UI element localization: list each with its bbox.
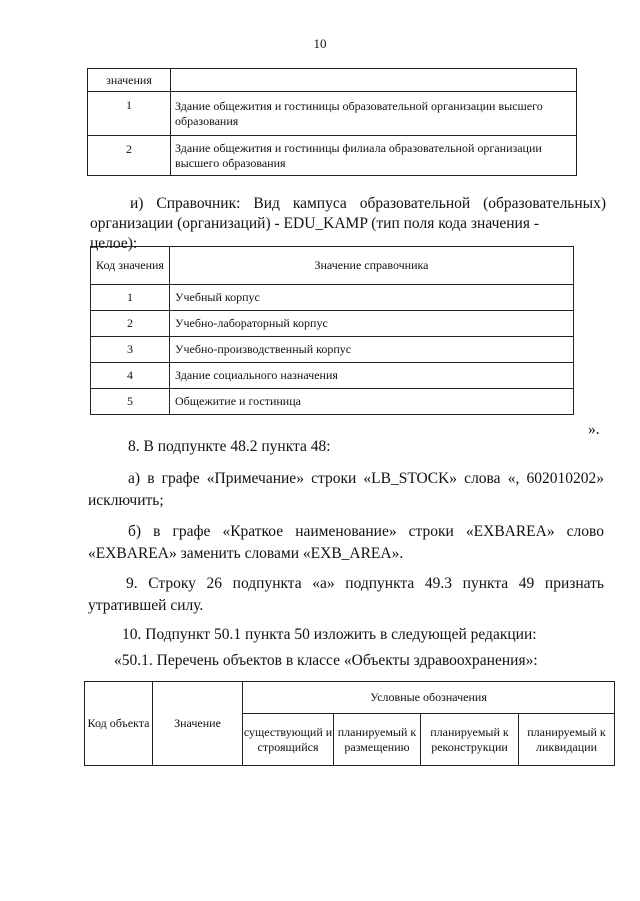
campus-type-table	[90, 246, 574, 415]
code-column-header: значения	[88, 69, 171, 92]
row-value: Общежитие и гостиница	[170, 389, 574, 415]
paragraph-i-line2: организации (организаций) - EDU_KAMP (тип поля кода значения - целое):	[90, 215, 540, 252]
legend-group-header: Условные обозначения	[243, 682, 615, 714]
table-header-row	[85, 682, 615, 714]
row-code: 2	[88, 136, 171, 176]
item-8b-line2: «EXBAREA» заменить словами «EXB_AREA».	[88, 545, 404, 562]
table-row	[88, 136, 577, 176]
page-number: 10	[313, 36, 327, 51]
row-code: 1	[88, 92, 171, 136]
table-row	[88, 69, 577, 92]
table-row	[91, 311, 574, 337]
item-10: 10. Подпункт 50.1 пункта 50 изложить в следующей редакции:	[122, 626, 537, 643]
table-header-row	[91, 247, 574, 285]
campus-building-table-continued	[87, 68, 577, 176]
row-value: Учебно-лабораторный корпус	[170, 311, 574, 337]
item-8: 8. В подпункте 48.2 пункта 48:	[128, 438, 331, 455]
paragraph-i-line1: и) Справочник: Вид кампуса образовательной (образовательных)	[130, 195, 606, 212]
planned-liquidation-column-header: планируемый к ликвидации	[519, 714, 615, 766]
item-8b-line1: б) в графе «Краткое наименование» строки «EXBAREA» слово	[128, 523, 604, 540]
table-row	[91, 337, 574, 363]
planned-reconstruction-column-header: планируемый к реконструкции	[421, 714, 519, 766]
row-code: 5	[91, 389, 170, 415]
row-value: Здание общежития и гостиницы филиала образовательной организации высшего образования	[171, 136, 577, 176]
item-9-line2: утратившей силу.	[88, 597, 204, 614]
row-value: Учебный корпус	[170, 285, 574, 311]
value-column-header: Значение справочника	[170, 247, 574, 285]
row-code: 2	[91, 311, 170, 337]
planned-placement-column-header: планируемый к размещению	[334, 714, 421, 766]
object-code-column-header: Код объекта	[85, 682, 153, 766]
item-8a-line1: а) в графе «Примечание» строки «LB_STOCK» слова «, 602010202»	[128, 470, 604, 487]
item-10-quote: «50.1. Перечень объектов в классе «Объекты здравоохранения»:	[114, 652, 538, 669]
row-value: Здание общежития и гостиницы образовательной организации высшего образования	[171, 92, 577, 136]
value-column-header	[171, 69, 577, 92]
code-column-header: Код значения	[91, 247, 170, 285]
table-row	[91, 285, 574, 311]
value-column-header: Значение	[153, 682, 243, 766]
item-8a-line2: исключить;	[88, 492, 164, 509]
row-code: 3	[91, 337, 170, 363]
health-objects-table	[84, 681, 615, 766]
existing-column-header: существующий и строящийся	[243, 714, 334, 766]
item-9-line1: 9. Строку 26 подпункта «а» подпункта 49.3 пункта 49 признать	[126, 575, 604, 592]
table-row	[91, 389, 574, 415]
row-code: 1	[91, 285, 170, 311]
closing-quote: ».	[588, 421, 600, 438]
row-code: 4	[91, 363, 170, 389]
row-value: Учебно-производственный корпус	[170, 337, 574, 363]
table-row	[91, 363, 574, 389]
row-value: Здание социального назначения	[170, 363, 574, 389]
table-row	[88, 92, 577, 136]
